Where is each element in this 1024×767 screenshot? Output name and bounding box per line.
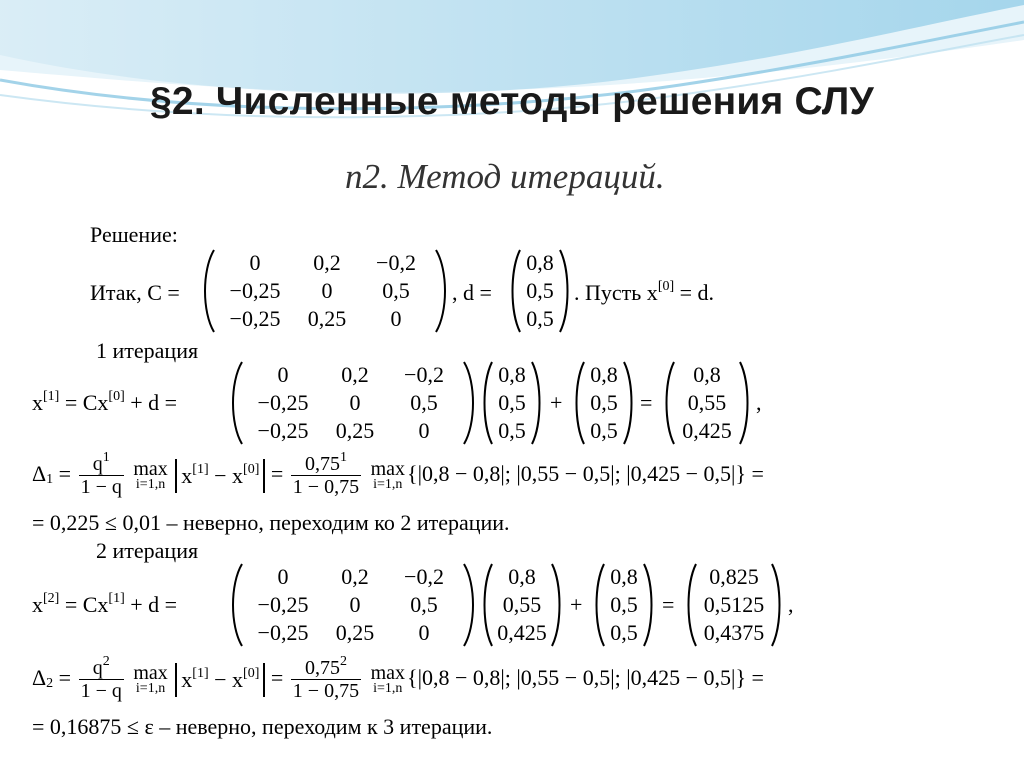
intro-let-sup: [0] [657,279,675,294]
vector-d [508,248,572,334]
iter1-d [572,360,636,446]
delta2-max2-lim: i=1,n [373,680,403,696]
i2c-1-1: 0 [349,592,361,617]
i2d-2: 0,5 [610,620,638,645]
i1xp-0: 0,8 [498,362,526,387]
i2d-1: 0,5 [610,592,638,617]
i2r-1: 0,5125 [703,592,765,617]
i2c-2-1: 0,25 [335,620,375,645]
i2c-0-0: 0 [277,564,289,589]
iter2-eq-part: = Cx [64,592,109,617]
i2c-2-2: 0 [418,620,430,645]
iter1-lhs: x [32,390,43,415]
iter1-result [662,360,752,446]
i1xp-1: 0,5 [498,390,526,415]
delta2-abs-a-sup: [1] [192,665,209,681]
delta2-max2 [370,661,406,696]
i2d-0: 0,8 [610,564,638,589]
d-2: 0,5 [526,306,554,331]
i2c-1-2: 0,5 [410,592,438,617]
delta1-line: $\Delta_1$ = $\frac{q^1}{1 - q}$ max i=1,n x[1] − x[0] = $\frac{0,75^1}{1 - 0,75}$ max i=1,n {|0,8 − 0,8|; |0,55 − 0,5|; |0,425 − 0,5|} = [32,450,764,499]
delta2-q-sup: 2 [102,654,110,670]
delta2-line: $\Delta_2$ = $\frac{q^2}{1 - q}$ max i=1,n x[1] − x[0] = $\frac{0,75^2}{1 - 0,75}$ max i=1,n {|0,8 − 0,8|; |0,55 − 0,5|; |0,425 − 0,5|} = [32,654,764,703]
intro-let-text: . Пусть x [574,280,658,305]
iter1-eq-sup: [0] [108,389,125,404]
delta2-max2-word: max [370,661,406,684]
i2c-2-0: −0,25 [257,620,309,645]
delta1-abs-b: x [232,462,244,488]
delta1-q-den: 1 − q [80,476,122,499]
delta1-frac2 [291,450,361,499]
delta2-frac2-den: 1 − 0,75 [292,680,360,703]
i1d-0: 0,8 [590,362,618,387]
i1c-1-0: −0,25 [257,390,309,415]
delta2-max-word: max [133,661,168,684]
delta2-symbol: Δ [32,665,47,690]
i2c-0-1: 0,2 [341,564,369,589]
iter2-d [592,562,656,648]
i2xp-0: 0,8 [508,564,536,589]
d-0: 0,8 [526,250,554,275]
delta1-abs-a: x [181,462,193,488]
iter1-plus: + [550,390,563,415]
iter1-matrix-c [228,360,478,446]
iter2-plus: + [570,592,583,617]
delta1-max2-word: max [370,457,406,480]
iter1-eq-end: + d = [130,390,178,415]
iter2-label: 2 итерация [96,538,199,563]
delta2-abs-b-sup: [0] [243,665,260,681]
delta1-max-lim: i=1,n [135,476,166,492]
iter2-conclusion: = 0,16875 ≤ ε – неверно, переходим к 3 итерации. [32,714,493,739]
i1c-0-2: −0,2 [404,362,444,387]
iter2-equation-lhs [32,592,177,618]
i2c-1-0: −0,25 [257,592,309,617]
delta1-q-num: q [92,453,103,476]
i1c-0-0: 0 [277,362,289,387]
delta1-frac2-sup: 1 [339,450,347,466]
c-1-1: 0 [321,278,333,303]
iter1-eq-part: = Cx [64,390,109,415]
delta2-max [133,661,168,696]
iter2-comma: , [788,592,794,617]
i1c-1-2: 0,5 [410,390,438,415]
i1r-0: 0,8 [693,362,721,387]
iter2-result [684,562,784,648]
delta1-symbol: Δ [32,461,47,486]
c-1-2: 0,5 [382,278,410,303]
i1c-1-1: 0 [349,390,361,415]
delta1-frac2-num: 0,75 [304,453,340,476]
intro-d-label: , d = [452,280,492,305]
intro-let-end: = d. [679,280,715,305]
delta1-max2 [370,457,406,492]
c-0-0: 0 [249,250,261,275]
i1c-2-1: 0,25 [335,418,375,443]
iter1-equation-lhs [32,390,177,416]
page-title: §2. Численные методы решения СЛУ [150,80,874,123]
i1d-1: 0,5 [590,390,618,415]
delta2-q-frac [79,654,124,703]
page-subtitle: п2. Метод итераций. [345,157,665,196]
delta2-abs-a: x [181,666,193,692]
iter2-eq-sup: [1] [108,591,125,606]
i2xp-2: 0,425 [497,620,547,645]
delta2-set: {|0,8 − 0,8|; |0,55 − 0,5|; |0,425 − 0,5|} = [407,665,764,690]
iter1-label: 1 итерация [96,338,199,363]
delta2-frac2-sup: 2 [339,654,347,670]
iter2-eq-end: + d = [130,592,178,617]
delta2-abs-b: x [232,666,244,692]
i2xp-1: 0,55 [502,592,542,617]
delta2-q-num: q [92,657,103,680]
iter2-equals: = [662,592,675,617]
iter2-lhs: x [32,592,43,617]
c-2-2: 0 [390,306,402,331]
intro-prefix: Итак, C = [90,280,180,305]
delta1-abs-b-sup: [0] [243,461,260,477]
iter1-conclusion: = 0,225 ≤ 0,01 – неверно, переходим ко 2 итерации. [32,510,510,535]
intro-let [574,280,714,306]
delta2-max-lim: i=1,n [135,680,166,696]
c-2-1: 0,25 [307,306,347,331]
delta2-abs: x[1] − x[0] [175,663,265,697]
delta1-max-word: max [133,457,168,480]
delta1-q-frac [79,450,124,499]
c-0-1: 0,2 [313,250,341,275]
iter1-x-prev [480,360,544,446]
delta1-frac2-den: 1 − 0,75 [292,476,360,499]
iter1-lhs-sup: [1] [43,389,60,404]
iter2-lhs-sup: [2] [43,591,60,606]
iter2-matrix-c [228,562,478,648]
i1c-2-0: −0,25 [257,418,309,443]
i1d-2: 0,5 [590,418,618,443]
i1r-2: 0,425 [682,418,732,443]
solution-panel [28,216,998,746]
c-2-0: −0,25 [229,306,281,331]
delta1-max [133,457,168,492]
iter1-equals: = [640,390,653,415]
delta2-frac2-num: 0,75 [304,657,340,680]
delta1-set: {|0,8 − 0,8|; |0,55 − 0,5|; |0,425 − 0,5|} = [407,461,764,486]
i1xp-2: 0,5 [498,418,526,443]
i1r-1: 0,55 [687,390,727,415]
delta1-max2-lim: i=1,n [373,476,403,492]
i2c-0-2: −0,2 [404,564,444,589]
solution-heading: Решение: [90,222,178,247]
delta2-q-den: 1 − q [80,680,122,703]
i1c-0-1: 0,2 [341,362,369,387]
delta1-sub: 1 [46,472,54,487]
iter2-x-prev [480,562,564,648]
c-1-0: −0,25 [229,278,281,303]
delta1-q-sup: 1 [102,450,110,466]
delta1-abs-a-sup: [1] [192,461,209,477]
delta2-sub: 2 [46,676,54,691]
matrix-c [200,248,450,334]
delta1-abs: x[1] − x[0] [175,459,265,493]
delta2-frac2 [291,654,361,703]
d-1: 0,5 [526,278,554,303]
i1c-2-2: 0 [418,418,430,443]
i2r-2: 0,4375 [703,620,765,645]
i2r-0: 0,825 [709,564,759,589]
iter1-comma: , [756,390,762,415]
c-0-2: −0,2 [376,250,416,275]
